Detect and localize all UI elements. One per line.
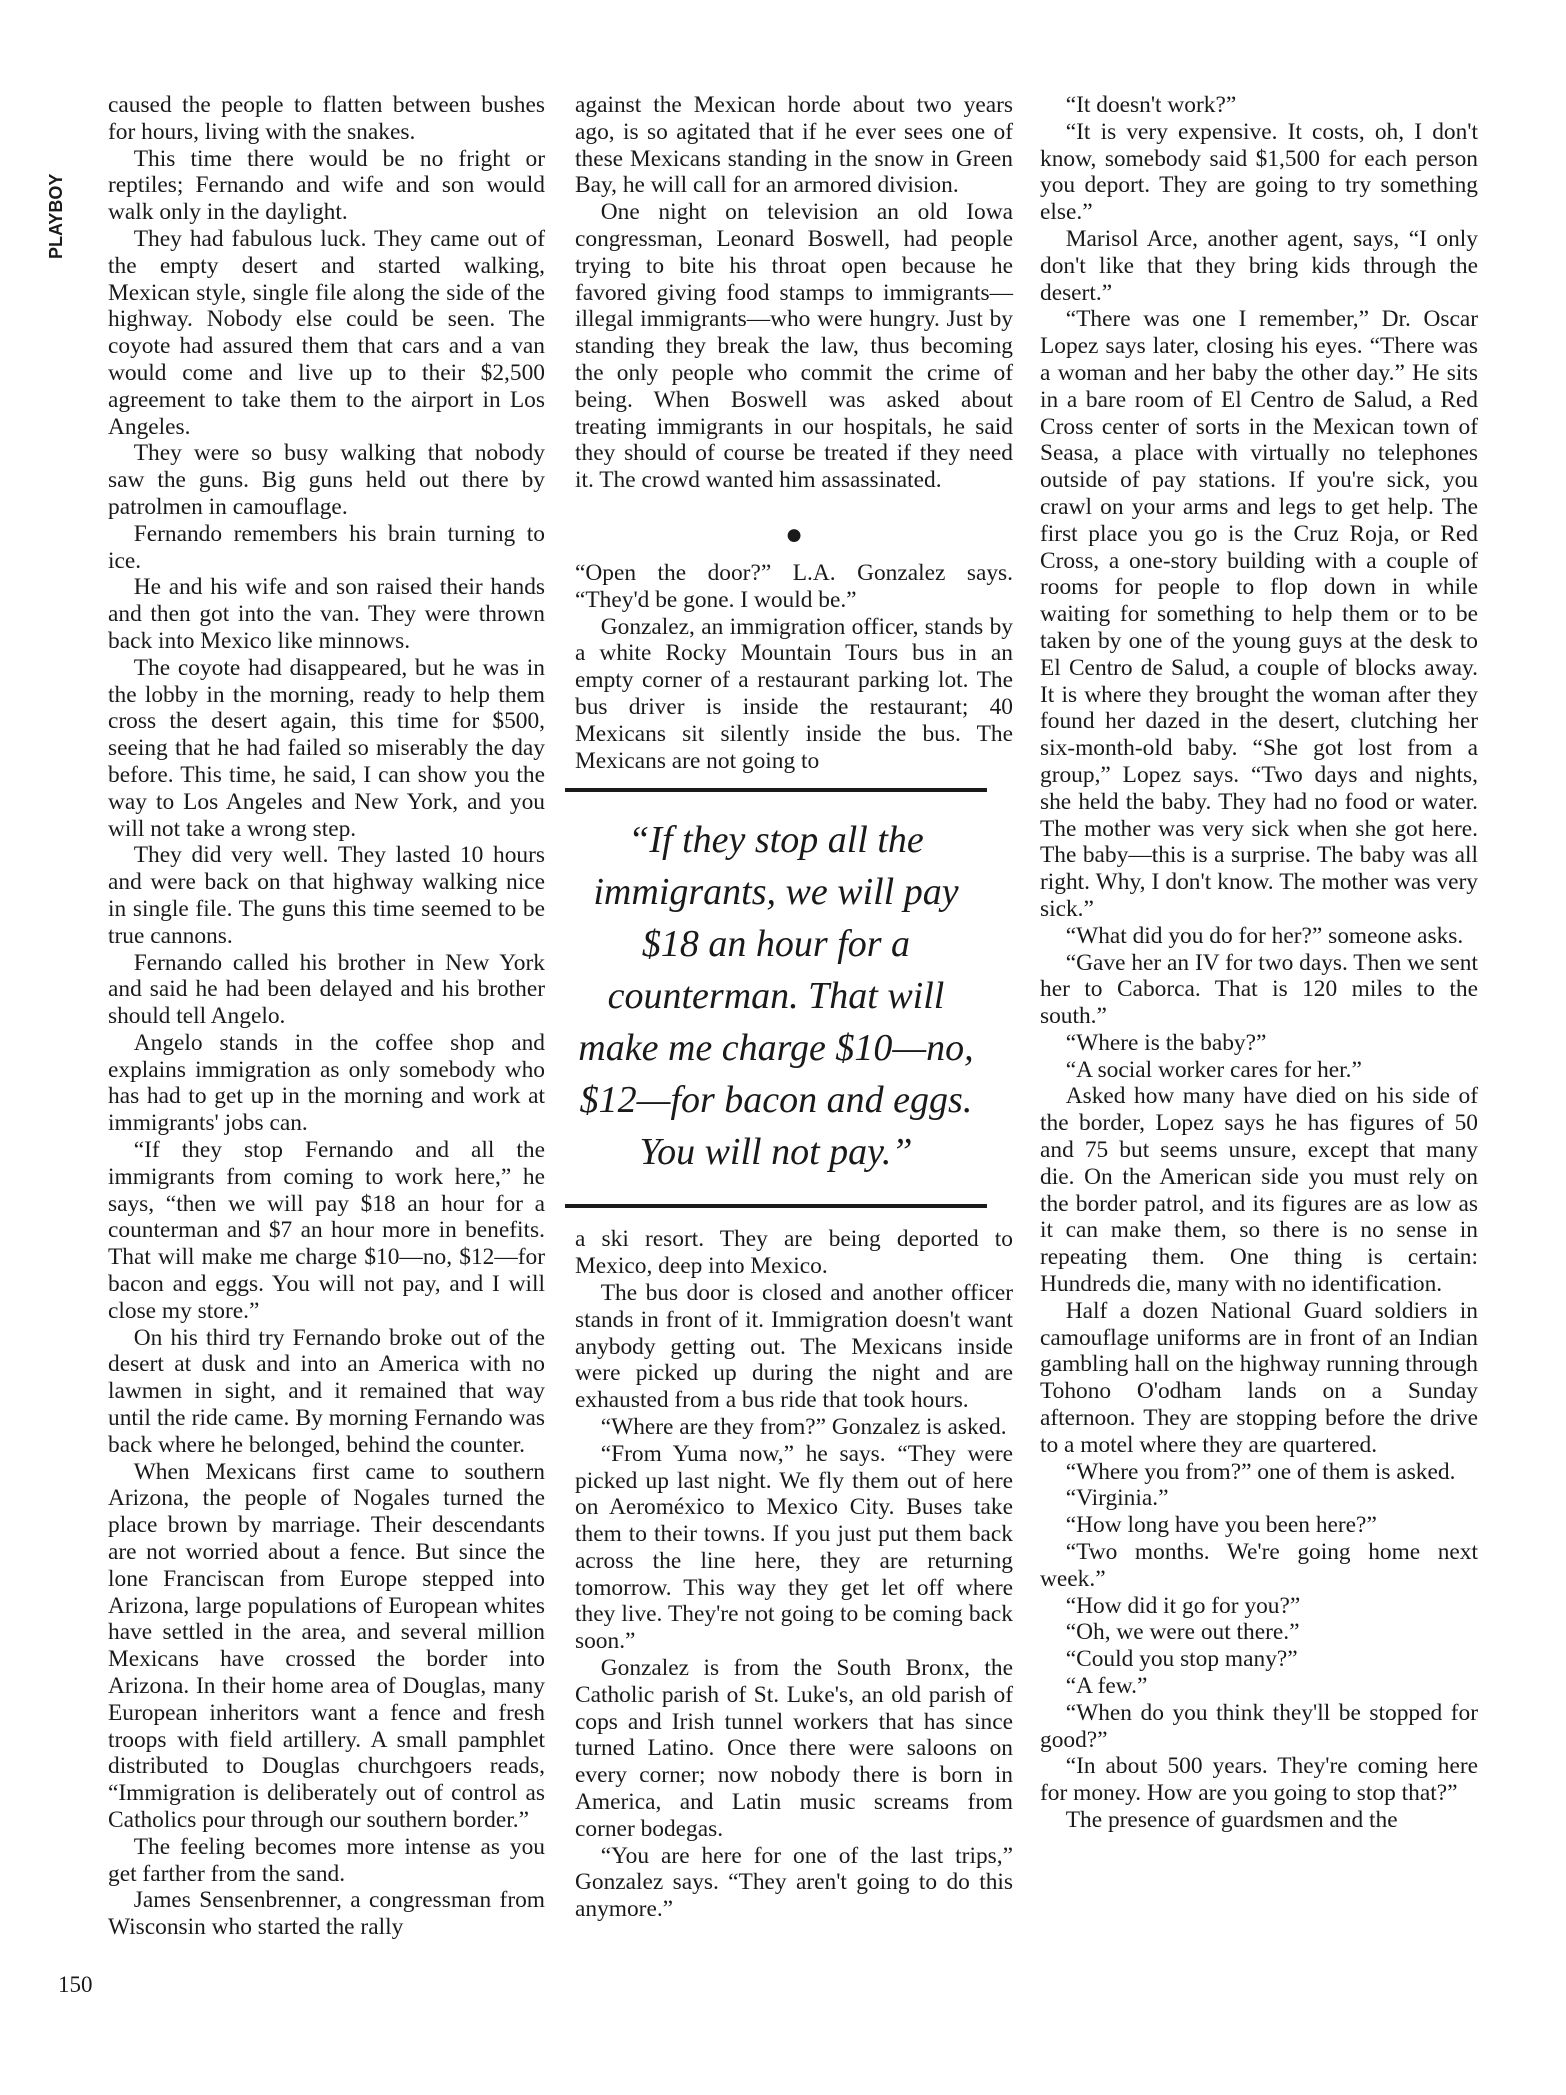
paragraph: Asked how many have died on his side of the border, Lopez says he has figures of 50 and 75 but seems unsure, except that many die. On the American side you must rely on the border patrol, and its figures are as low as it can make them, so there is no sense in repeating them. One thing is certain: Hundreds die, many with no identification. <box>1040 1083 1478 1298</box>
paragraph: “You are here for one of the last trips,” Gonzalez says. “They aren't going to do this anymore.” <box>575 1842 1013 1923</box>
column-2 <box>575 92 1013 1923</box>
masthead-logo: PLAYBOY <box>46 173 66 259</box>
pull-quote-text: “If they stop all the immigrants, we will pay $18 an hour for a counterman. That will make me charge $10—no, $12—for bacon and eggs. You will not pay.” <box>578 819 974 1174</box>
paragraph: against the Mexican horde about two years ago, is so agitated that if he ever sees one of these Mexicans standing in the snow in Green Bay, he will call for an armored division. <box>575 92 1013 199</box>
paragraph: “Gave her an IV for two days. Then we sent her to Caborca. That is 120 miles to the south.” <box>1040 949 1478 1030</box>
paragraph: They were so busy walking that nobody saw the guns. Big guns held out there by patrolmen in camouflage. <box>108 440 545 520</box>
paragraph: The feeling becomes more intense as you get farther from the sand. <box>108 1833 545 1887</box>
paragraph: “Two months. We're going home next week.” <box>1040 1539 1478 1592</box>
paragraph: Gonzalez is from the South Bronx, the Catholic parish of St. Luke's, an old parish of cops and Irish tunnel workers that has since turned Latino. Once there were saloons on every corner; now nobody there is born in America, and Latin music screams from corner bodegas. <box>575 1655 1013 1842</box>
paragraph: “When do you think they'll be stopped for good?” <box>1040 1699 1478 1753</box>
paragraph: Gonzalez, an immigration officer, stands by a white Rocky Mountain Tours bus in an empty corner of a restaurant parking lot. The bus driver is inside the restaurant; 40 Mexicans sit silently inside the bus. The Mexicans are not going to <box>575 613 1013 774</box>
paragraph: “Where are they from?” Gonzalez is asked. <box>600 1413 1007 1440</box>
paragraph: “Could you stop many?” <box>1065 1646 1298 1673</box>
paragraph: “Where you from?” one of them is asked. <box>1065 1458 1456 1485</box>
paragraph: Fernando called his brother in New York and said he had been delayed and his brother should tell Angelo. <box>108 949 545 1030</box>
paragraph: The presence of guardsmen and the <box>1065 1807 1398 1833</box>
paragraph: Fernando remembers his brain turning to ice. <box>108 520 545 574</box>
paragraph: They had fabulous luck. They came out of the empty desert and started walking, Mexican style, single file along the side of the highway. Nobody else could be seen. The coyote had assured them that cars and a van would come and live up to their $2,500 agreement to take them to the airport in Los Angeles. <box>108 225 545 440</box>
paragraph: “A social worker cares for her.” <box>1065 1056 1362 1083</box>
paragraph: “What did you do for her?” someone asks. <box>1065 922 1464 949</box>
paragraph: James Sensenbrenner, a congressman from Wisconsin who started the rally <box>108 1887 545 1941</box>
paragraph: Marisol Arce, another agent, says, “I only don't like that they bring kids through the desert.” <box>1040 225 1478 306</box>
pull-quote <box>565 788 987 1208</box>
paragraph: “How long have you been here?” <box>1065 1512 1377 1539</box>
paragraph: “It doesn't work?” <box>1065 92 1237 118</box>
paragraph: “It is very expensive. It costs, oh, I don't know, somebody said $1,500 for each person you deport. They are going to try something else.” <box>1040 118 1478 226</box>
paragraph: When Mexicans first came to southern Arizona, the people of Nogales turned the place brown by marriage. Their descendants are not worried about a fence. But since the lone Franciscan from Europe stepped into Arizona, large populations of European whites have settled in the area, and several million Mexicans have crossed the border into Arizona. In their home area of Douglas, many European inheritors want a fence and fresh troops with field artillery. A small pamphlet distributed to Douglas churchgoers reads, “Immigration is deliberately out of control as Catholics pour through our southern border.” <box>108 1458 545 1833</box>
page-number: 150 <box>58 1972 93 1997</box>
column-3 <box>1040 92 1478 1834</box>
paragraph: “Open the door?” L.A. Gonzalez says. “They'd be gone. I would be.” <box>575 559 1013 613</box>
paragraph: “A few.” <box>1065 1673 1148 1700</box>
paragraph: “Where is the baby?” <box>1065 1029 1267 1056</box>
paragraph: “Virginia.” <box>1065 1485 1169 1512</box>
paragraph: Angelo stands in the coffee shop and explains immigration as only somebody who has had to get up in the morning and work at immigrants' jobs can. <box>108 1029 545 1137</box>
column-1 <box>108 92 545 1941</box>
paragraph: caused the people to flatten between bushes for hours, living with the snakes. <box>108 92 545 145</box>
paragraph: Half a dozen National Guard soldiers in camouflage uniforms are in front of an Indian gambling hall on the highway running through Tohono O'odham lands on a Sunday afternoon. They are stopping before the drive to a motel where they are quartered. <box>1040 1297 1478 1458</box>
paragraph: He and his wife and son raised their hands and then got into the van. They were thrown back into Mexico like minnows. <box>108 574 545 654</box>
paragraph: One night on television an old Iowa congressman, Leonard Boswell, had people trying to bite his throat open because he favored giving food stamps to immigrants—illegal immigrants—who were hungry. Just by standing they break the law, thus becoming the only people who commit the crime of being. When Boswell was asked about treating immigrants in our hospitals, he said they should of course be treated if they need it. The crowd wanted him assassinated. <box>575 199 1013 494</box>
paragraph: The coyote had disappeared, but he was in the lobby in the morning, ready to help them cross the desert again, this time for $500, seeing that he had failed so miserably the day before. This time, he said, I can show you the way to Los Angeles and New York, and you will not take a wrong step. <box>108 654 545 842</box>
section-break-bullet: ● <box>784 517 804 551</box>
paragraph: a ski resort. They are being deported to Mexico, deep into Mexico. <box>575 1226 1013 1280</box>
paragraph: “Oh, we were out there.” <box>1065 1619 1300 1646</box>
paragraph: This time there would be no fright or reptiles; Fernando and wife and son would walk only in the daylight. <box>108 145 545 226</box>
paragraph: “How did it go for you?” <box>1065 1592 1301 1619</box>
paragraph: The bus door is closed and another officer stands in front of it. Immigration doesn't want anybody getting out. The Mexicans inside were picked up during the night and are exhausted from a bus ride that took hours. <box>575 1279 1013 1414</box>
paragraph: “From Yuma now,” he says. “They were picked up last night. We fly them out of here on Aeroméxico to Mexico City. Buses take them to their towns. If you just put them back across the line here, they are returning tomorrow. This way they get let off where they live. They're not going to be coming back soon.” <box>575 1440 1013 1655</box>
paragraph: “There was one I remember,” Dr. Oscar Lopez says later, closing his eyes. “There was a woman and her baby the other day.” He sits in a bare room of El Centro de Salud, a Red Cross center of sorts in the Mexican town of Seasa, a place with virtually no telephones outside of pay stations. If you're sick, you crawl on your arms and legs to get help. The first place you go is the Cruz Roja, or Red Cross, a one-story building with a couple of rooms for people to flop down in while waiting for something to help them or to be taken by one of the young guys at the desk to El Centro de Salud, a couple of blocks away. It is where they brought the woman after they found her dazed in the desert, clutching her six-month-old baby. “She got lost from a group,” Lopez says. “Two days and nights, she held the baby. They had no food or water. The mother was very sick when she got here. The baby—this is a surprise. The baby was all right. Why, I don't know. The mother was very sick.” <box>1040 306 1478 922</box>
paragraph: On his third try Fernando broke out of the desert at dusk and into an America with no lawmen in sight, and it remained that way until the ride came. By morning Fernando was back where he belonged, behind the counter. <box>108 1324 545 1458</box>
paragraph: “If they stop Fernando and all the immigrants from coming to work here,” he says, “then we will pay $18 an hour for a counterman and $7 an hour more in benefits. That will make me charge $10—no, $12—for bacon and eggs. You will not pay, and I will close my store.” <box>108 1137 545 1324</box>
paragraph: “In about 500 years. They're coming here for money. How are you going to stop that?” <box>1040 1753 1478 1807</box>
paragraph: They did very well. They lasted 10 hours and were back on that highway walking nice in single file. The guns this time seemed to be true cannons. <box>108 842 545 949</box>
